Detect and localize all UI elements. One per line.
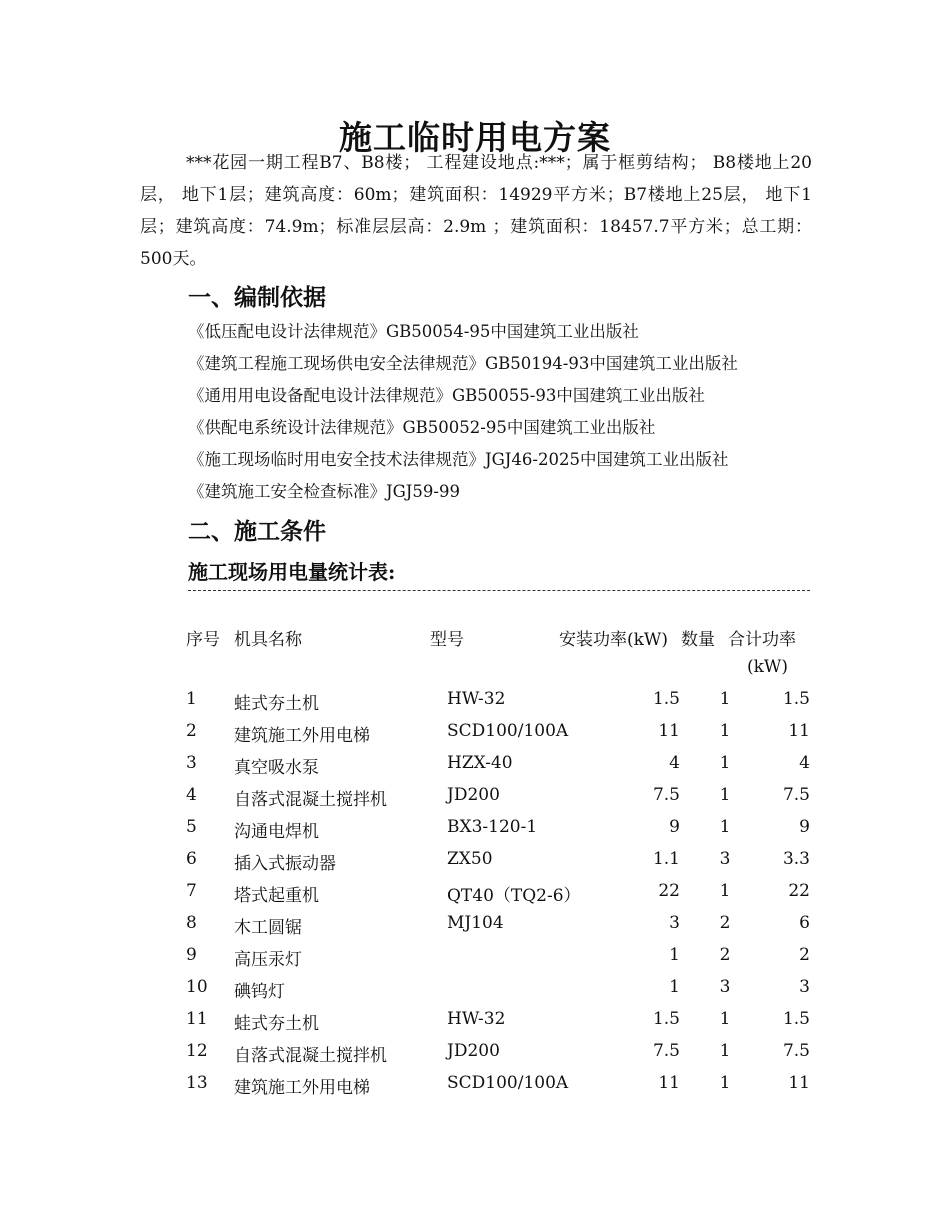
- table-row: [0, 716, 950, 748]
- reference-list: [188, 316, 828, 508]
- cell-no: 9: [186, 945, 197, 965]
- cell-power: 1.5: [652, 689, 680, 709]
- cell-qty: 2: [719, 945, 731, 965]
- cell-qty: 1: [719, 689, 731, 709]
- cell-no: 11: [186, 1009, 208, 1029]
- reference-item: 《低压配电设计法律规范》GB50054-95中国建筑工业出版社: [188, 322, 639, 341]
- cell-no: 6: [186, 849, 197, 869]
- cell-total: 22: [788, 881, 810, 901]
- cell-power: 9: [669, 817, 680, 837]
- cell-model: HZX-40: [447, 753, 513, 773]
- table-row: [0, 684, 950, 716]
- cell-power: 3: [669, 913, 680, 933]
- reference-item: 《供配电系统设计法律规范》GB50052-95中国建筑工业出版社: [188, 418, 656, 437]
- cell-model: HW-32: [447, 689, 506, 709]
- cell-model: ZX50: [447, 849, 493, 869]
- cell-power: 4: [669, 753, 680, 773]
- section-heading-basis: 一、编制依据: [188, 284, 326, 311]
- cell-total: 2: [799, 945, 810, 965]
- reference-item: 《建筑工程施工现场供电安全法律规范》GB50194-93中国建筑工业出版社: [188, 354, 738, 373]
- cell-power: 7.5: [652, 785, 680, 805]
- cell-power: 7.5: [652, 1041, 680, 1061]
- cell-qty: 1: [719, 817, 731, 837]
- project-intro-paragraph: ***花园一期工程B7、B8楼； 工程建设地点:***；属于框剪结构； B8楼地上20层， 地下1层；建筑高度：60m；建筑面积：14929平方米；B7楼地上25层， 地下1层；建筑高度：74.9m；标准层层高：2.9m ；建筑面积：18457.7平方米；总工期：500天。: [140, 153, 812, 269]
- section-heading-conditions: 二、施工条件: [188, 518, 326, 545]
- cell-name: 真空吸水泵: [234, 758, 319, 778]
- cell-total: 11: [788, 1073, 810, 1093]
- cell-no: 5: [186, 817, 197, 837]
- table-row: [0, 812, 950, 844]
- cell-total: 1.5: [782, 689, 810, 709]
- table-title: 施工现场用电量统计表:: [188, 560, 396, 584]
- table-row: [0, 940, 950, 972]
- cell-total: 7.5: [782, 1041, 810, 1061]
- table-header: [0, 620, 950, 684]
- table-row: [0, 1004, 950, 1036]
- table-row: [0, 1068, 950, 1100]
- header-total: 合计功率: [728, 630, 796, 650]
- equipment-table-body: [0, 684, 950, 1100]
- cell-model: MJ104: [447, 913, 504, 933]
- cell-power: 1.5: [652, 1009, 680, 1029]
- document-title: 施工临时用电方案: [339, 118, 611, 157]
- cell-total: 3.3: [782, 849, 810, 869]
- table-row: [0, 908, 950, 940]
- cell-qty: 1: [719, 1041, 731, 1061]
- cell-power: 1.1: [652, 849, 680, 869]
- cell-qty: 1: [719, 753, 731, 773]
- cell-name: 塔式起重机: [234, 886, 319, 906]
- cell-no: 7: [186, 881, 197, 901]
- cell-no: 13: [186, 1073, 208, 1093]
- cell-name: 建筑施工外用电梯: [234, 726, 370, 746]
- reference-item: 《建筑施工安全检查标准》JGJ59-99: [188, 482, 460, 501]
- cell-power: 22: [658, 881, 680, 901]
- cell-no: 3: [186, 753, 197, 773]
- cell-total: 1.5: [782, 1009, 810, 1029]
- cell-model: JD200: [447, 785, 500, 805]
- table-row: [0, 748, 950, 780]
- cell-qty: 1: [719, 785, 731, 805]
- cell-name: 蛙式夯土机: [234, 1014, 319, 1034]
- cell-model: SCD100/100A: [447, 721, 569, 741]
- table-row: [0, 844, 950, 876]
- cell-total: 11: [788, 721, 810, 741]
- cell-power: 11: [658, 721, 680, 741]
- cell-name: 自落式混凝土搅拌机: [234, 790, 387, 810]
- cell-model: JD200: [447, 1041, 500, 1061]
- cell-power: 1: [669, 945, 680, 965]
- cell-power: 1: [669, 977, 680, 997]
- table-row: [0, 780, 950, 812]
- reference-item: 《通用用电设备配电设计法律规范》GB50055-93中国建筑工业出版社: [188, 386, 705, 405]
- cell-name: 沟通电焊机: [234, 822, 319, 842]
- table-row: [0, 972, 950, 1004]
- cell-total: 6: [799, 913, 810, 933]
- cell-no: 12: [186, 1041, 208, 1061]
- cell-no: 2: [186, 721, 197, 741]
- cell-total: 3: [799, 977, 810, 997]
- header-power: 安装功率(kW): [559, 630, 669, 650]
- reference-item: 《施工现场临时用电安全技术法律规范》JGJ46-2025中国建筑工业出版社: [188, 450, 729, 469]
- cell-total: 9: [799, 817, 810, 837]
- cell-name: 蛙式夯土机: [234, 694, 319, 714]
- table-row: [0, 876, 950, 908]
- cell-qty: 1: [719, 1073, 731, 1093]
- header-model: 型号: [430, 630, 464, 650]
- cell-name: 木工圆锯: [234, 918, 302, 938]
- header-name: 机具名称: [234, 630, 302, 650]
- cell-total: 4: [799, 753, 810, 773]
- cell-no: 8: [186, 913, 197, 933]
- cell-qty: 2: [719, 913, 731, 933]
- cell-qty: 3: [719, 849, 731, 869]
- cell-name: 碘钨灯: [234, 982, 285, 1002]
- cell-name: 建筑施工外用电梯: [234, 1078, 370, 1098]
- cell-name: 插入式振动器: [234, 854, 336, 874]
- cell-model: HW-32: [447, 1009, 506, 1029]
- header-qty: 数量: [681, 630, 715, 650]
- cell-name: 高压汞灯: [234, 950, 302, 970]
- cell-no: 4: [186, 785, 197, 805]
- cell-qty: 1: [719, 881, 731, 901]
- cell-model: QT40（TQ2-6）: [447, 886, 581, 906]
- cell-qty: 3: [719, 977, 731, 997]
- cell-qty: 1: [719, 1009, 731, 1029]
- cell-no: 1: [186, 689, 197, 709]
- cell-model: BX3-120-1: [447, 817, 538, 837]
- cell-qty: 1: [719, 721, 731, 741]
- cell-name: 自落式混凝土搅拌机: [234, 1046, 387, 1066]
- dashed-divider: [188, 590, 810, 591]
- header-no: 序号: [186, 630, 220, 650]
- cell-no: 10: [186, 977, 208, 997]
- cell-model: SCD100/100A: [447, 1073, 569, 1093]
- table-row: [0, 1036, 950, 1068]
- cell-total: 7.5: [782, 785, 810, 805]
- cell-power: 11: [658, 1073, 680, 1093]
- header-total-unit: (kW): [747, 657, 789, 677]
